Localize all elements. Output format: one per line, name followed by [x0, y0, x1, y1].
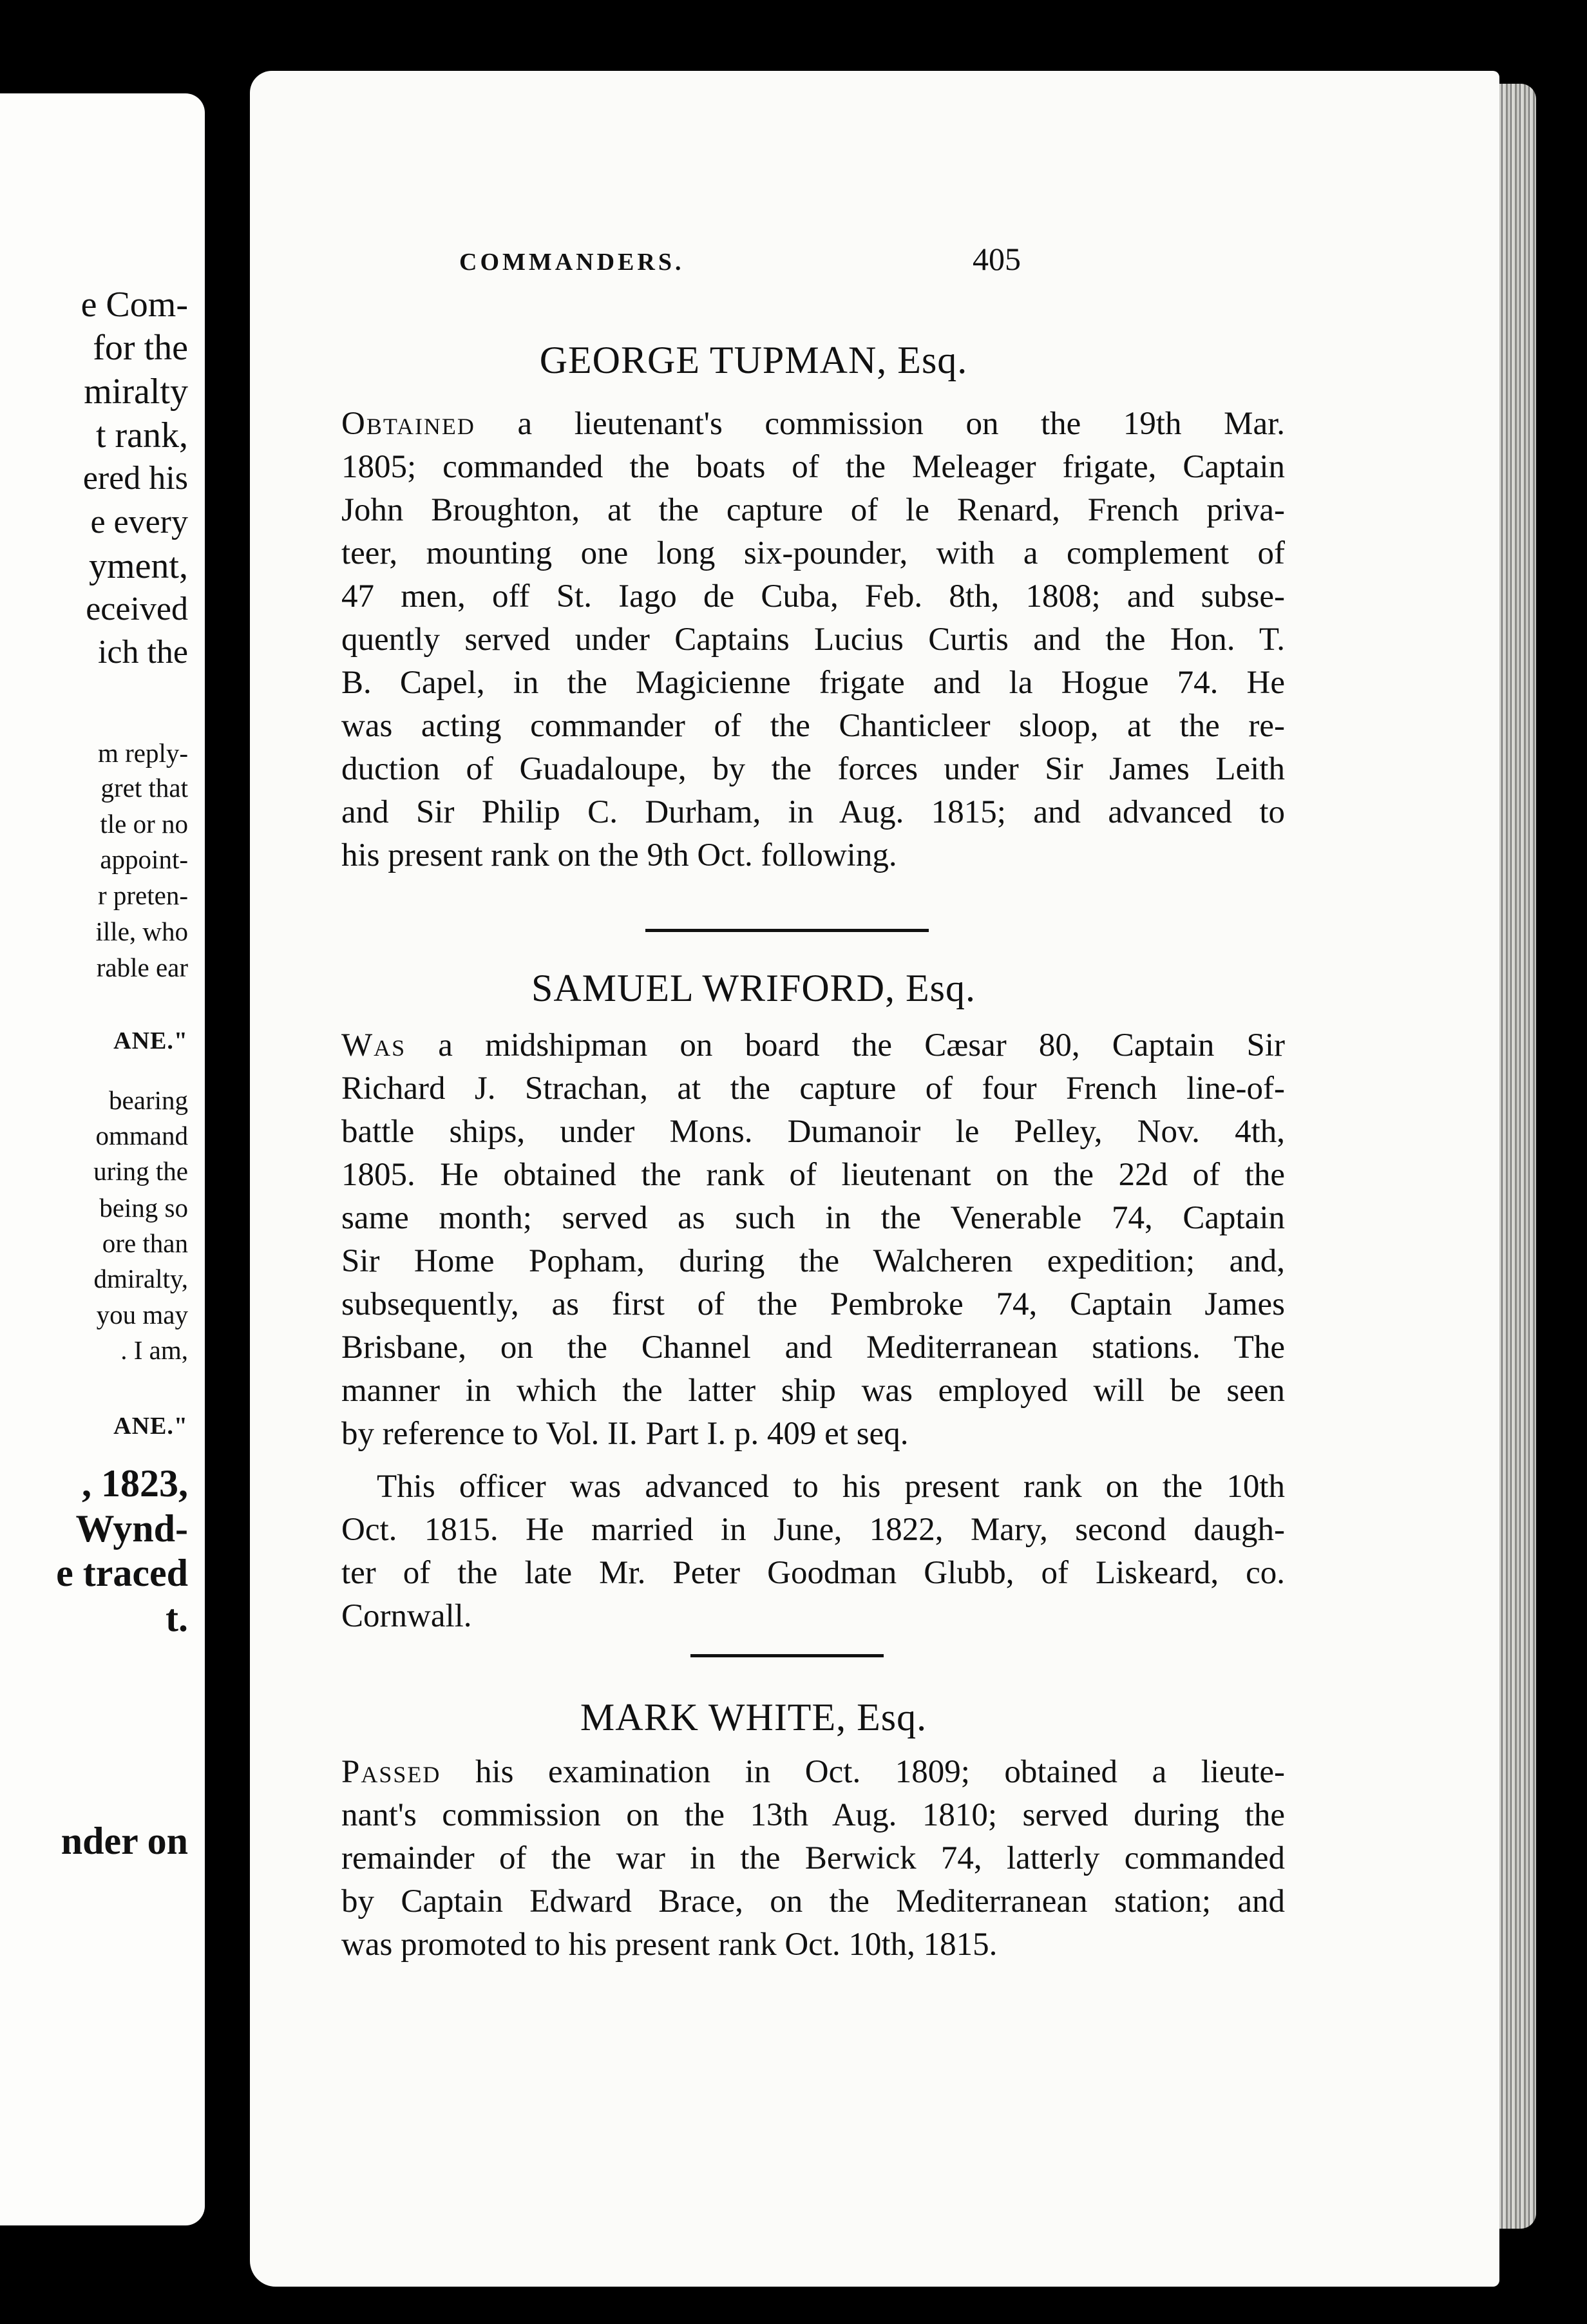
- entry-title: [0, 338, 1507, 383]
- text-line: by reference to Vol. II. Part I. p. 409 et seq.: [341, 1416, 909, 1452]
- text-line: a midshipman on board the Cæsar 80, Captain Sir: [438, 1027, 1285, 1063]
- entry-paragraph: [341, 403, 1285, 877]
- entry-paragraph: [341, 1024, 1285, 1456]
- text-line: teer, mounting one long six-pounder, with a complement of: [341, 535, 1285, 571]
- entry-paragraph: [341, 1465, 1285, 1638]
- left-line: ich the: [97, 634, 188, 671]
- left-line: gret that: [100, 773, 188, 803]
- left-line: uring the: [93, 1156, 188, 1186]
- left-line: ille, who: [95, 917, 188, 946]
- text-line: quently served under Captains Lucius Curtis and the Hon. T.: [341, 622, 1285, 658]
- left-line: ommand: [95, 1121, 188, 1150]
- text-line: manner in which the latter ship was employed will be seen: [341, 1373, 1285, 1409]
- lead-word: Passed: [341, 1754, 441, 1790]
- text-line: John Broughton, at the capture of le Renard, French priva-: [341, 492, 1285, 528]
- left-line: , 1823,: [82, 1462, 188, 1505]
- text-line: and Sir Philip C. Durham, in Aug. 1815; and advanced to: [341, 794, 1285, 830]
- text-line: This officer was advanced to his present rank on the 10th: [377, 1469, 1285, 1505]
- text-line: 1805; commanded the boats of the Meleager frigate, Captain: [341, 449, 1285, 485]
- text-line: 1805. He obtained the rank of lieutenant on the 22d of the: [341, 1157, 1285, 1193]
- text-line: his examination in Oct. 1809; obtained a lieute-: [475, 1754, 1285, 1790]
- left-line: e traced: [56, 1552, 188, 1594]
- entry-name: GEORGE TUPMAN,: [539, 339, 888, 381]
- left-line: ered his: [82, 460, 188, 497]
- text-line: by Captain Edward Brace, on the Mediterranean station; and: [341, 1883, 1285, 1919]
- entry-suffix: Esq.: [906, 967, 976, 1009]
- text-line: subsequently, as first of the Pembroke 74, Captain James: [341, 1286, 1285, 1322]
- entry-title: [0, 1695, 1507, 1740]
- section-divider: [690, 1654, 884, 1657]
- left-line: m reply-: [97, 738, 188, 768]
- left-line: e Com-: [81, 285, 188, 325]
- left-line: being so: [99, 1193, 188, 1223]
- left-line: rable ear: [96, 953, 188, 982]
- left-page-fragment: [0, 93, 205, 2225]
- text-line: battle ships, under Mons. Dumanoir le Pelley, Nov. 4th,: [341, 1114, 1285, 1150]
- entry-name: MARK WHITE,: [580, 1696, 847, 1738]
- left-line: dmiralty,: [93, 1264, 188, 1293]
- text-line: his present rank on the 9th Oct. following.: [341, 837, 897, 873]
- text-line: Brisbane, on the Channel and Mediterranean stations. The: [341, 1329, 1285, 1366]
- left-line: tle or no: [100, 809, 188, 839]
- text-line: duction of Guadaloupe, by the forces under Sir James Leith: [341, 751, 1285, 787]
- entry-name: SAMUEL WRIFORD,: [531, 967, 896, 1009]
- text-line: Cornwall.: [341, 1598, 472, 1634]
- text-line: same month; served as such in the Venerable 74, Captain: [341, 1200, 1285, 1236]
- left-line: you may: [96, 1300, 188, 1329]
- entry-paragraph: [341, 1751, 1285, 1967]
- text-line: Richard J. Strachan, at the capture of four French line-of-: [341, 1071, 1285, 1107]
- page-number: 405: [973, 241, 1021, 277]
- left-line: Wynd-: [75, 1507, 188, 1550]
- page-header: [0, 241, 1587, 293]
- text-line: Sir Home Popham, during the Walcheren expedition; and,: [341, 1243, 1285, 1279]
- left-line: for the: [93, 328, 188, 368]
- text-line: remainder of the war in the Berwick 74, latterly commanded: [341, 1840, 1285, 1876]
- left-line: e every: [90, 504, 188, 540]
- left-line: eceived: [86, 591, 188, 627]
- left-line: bearing: [109, 1085, 188, 1115]
- lead-word: Obtained: [341, 406, 475, 442]
- left-line: . I am,: [120, 1335, 188, 1365]
- section-divider: [645, 929, 929, 932]
- text-line: Oct. 1815. He married in June, 1822, Mary, second daugh-: [341, 1512, 1285, 1548]
- text-line: 47 men, off St. Iago de Cuba, Feb. 8th, 1808; and subse-: [341, 578, 1285, 614]
- running-head: COMMANDERS.: [459, 249, 685, 276]
- left-line: t.: [166, 1597, 188, 1639]
- left-line: miralty: [84, 372, 188, 412]
- left-line: ore than: [102, 1228, 188, 1258]
- left-line: t rank,: [95, 415, 188, 455]
- left-line: appoint-: [100, 844, 188, 874]
- text-line: was promoted to his present rank Oct. 10th, 1815.: [341, 1927, 998, 1963]
- left-line: ANE.": [113, 1413, 188, 1440]
- left-line: ANE.": [113, 1027, 188, 1054]
- left-line: r preten-: [98, 881, 188, 910]
- text-line: B. Capel, in the Magicienne frigate and la Hogue 74. He: [341, 665, 1285, 701]
- text-line: nant's commission on the 13th Aug. 1810; served during the: [341, 1797, 1285, 1833]
- text-line: ter of the late Mr. Peter Goodman Glubb, of Liskeard, co.: [341, 1555, 1285, 1591]
- left-line: yment,: [89, 546, 188, 586]
- lead-word: Was: [341, 1027, 406, 1063]
- left-line: nder on: [61, 1820, 188, 1862]
- text-line: was acting commander of the Chanticleer sloop, at the re-: [341, 708, 1285, 744]
- entry-title: [0, 966, 1507, 1011]
- text-line: a lieutenant's commission on the 19th Mar.: [517, 406, 1285, 442]
- entry-suffix: Esq.: [857, 1696, 927, 1738]
- entry-suffix: Esq.: [897, 339, 968, 381]
